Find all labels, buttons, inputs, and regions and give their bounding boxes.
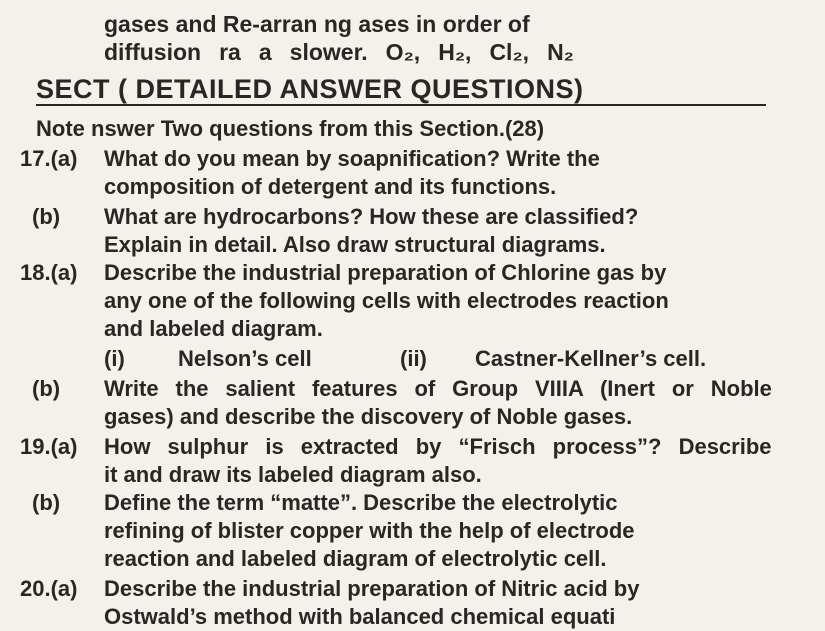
question-text: Describe the industrial preparation of Nitric acid by bbox=[104, 576, 640, 601]
question-number: 20.(a) bbox=[20, 576, 78, 601]
question-text: gases) and describe the discovery of Noble gases. bbox=[104, 404, 633, 429]
question-text: Define the term “matte”. Describe the electrolytic bbox=[104, 490, 618, 515]
option-text: Nelson’s cell bbox=[178, 346, 312, 371]
question-text: refining of blister copper with the help of electrode bbox=[104, 518, 635, 543]
question-number: (b) bbox=[32, 204, 61, 229]
question-number: 18.(a) bbox=[20, 260, 78, 285]
question-text: How sulphur is extracted by “Frisch process”? Describe bbox=[104, 434, 772, 459]
question-number: 19.(a) bbox=[20, 434, 78, 459]
question-text: What do you mean by soapnification? Write the bbox=[104, 146, 600, 171]
question-text: Explain in detail. Also draw structural diagrams. bbox=[104, 232, 606, 257]
question-text: and labeled diagram. bbox=[104, 316, 323, 341]
option-text: Castner-Kellner’s cell. bbox=[475, 346, 707, 371]
question-text: What are hydrocarbons? How these are classified? bbox=[104, 204, 639, 229]
question-text: any one of the following cells with electrodes reaction bbox=[104, 288, 669, 313]
question-text: it and draw its labeled diagram also. bbox=[104, 462, 482, 487]
section-heading: SECT ( DETAILED ANSWER QUESTIONS) bbox=[36, 74, 584, 104]
option-marker: (i) bbox=[104, 346, 125, 371]
question-text: reaction and labeled diagram of electrolytic cell. bbox=[104, 546, 607, 571]
question-text: Ostwald’s method with balanced chemical equati bbox=[104, 604, 616, 629]
heading-underline bbox=[36, 104, 766, 106]
question-number: 17.(a) bbox=[20, 146, 78, 171]
question-text: Write the salient features of Group VIIIA (Inert or Noble bbox=[104, 376, 772, 401]
option-marker: (ii) bbox=[400, 346, 427, 371]
question-text: composition of detergent and its functions. bbox=[104, 174, 557, 199]
question-number: (b) bbox=[32, 490, 61, 515]
question-number: (b) bbox=[32, 376, 61, 401]
question-text: Describe the industrial preparation of Chlorine gas by bbox=[104, 260, 667, 285]
prev-question-line-2: diffusion ra a slower. O₂, H₂, Cl₂, N₂ bbox=[104, 39, 574, 65]
prev-question-line-1: gases and Re-arran ng ases in order of bbox=[104, 11, 530, 37]
section-note: Note nswer Two questions from this Section.(28) bbox=[36, 116, 545, 141]
